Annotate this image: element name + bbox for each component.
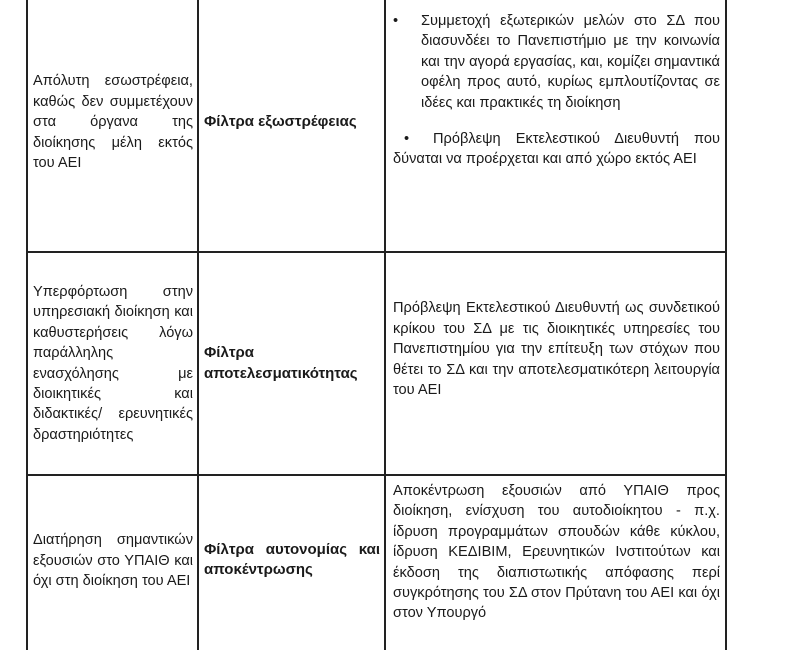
problem-text: Διατήρηση σημαντικών εξουσιών στο ΥΠΑΙΘ και όχι στη διοίκηση του ΑΕΙ <box>33 532 193 590</box>
measure-cell <box>385 0 726 252</box>
filter-cell <box>198 252 385 475</box>
measure-cell <box>385 252 726 475</box>
bullet-marker: • <box>404 131 410 148</box>
filter-cell <box>198 0 385 252</box>
measure-text: Πρόβλεψη Εκτελεστικού Διευθυντή ως συνδετικού κρίκου του ΣΔ με τις διοικητικές υπηρεσίες του Πανεπιστημίου για την επίτευξη των στόχων που θέτει το ΣΔ και την αποτελεσματικότερη λειτουργία του ΑΕΙ <box>393 300 720 399</box>
table-row <box>27 475 726 650</box>
bullet-text: Συμμετοχή εξωτερικών μελών στο ΣΔ που διασυνδέει το Πανεπιστήμιο με την κοινωνία και την αγορά εργασίας, και, κομίζει σημαντικά οφέλη προς αυτό, κυρίως εμπλουτίζοντας σε ιδέες και πρακτικές τη διοίκηση <box>421 13 720 111</box>
problem-text: Υπερφόρτωση στην υπηρεσιακή διοίκηση και καθυστερήσεις λόγω παράλληλης ενασχόλησης με διοικητικές και διδακτικές/ ερευνητικές δραστηριότητες <box>33 283 193 443</box>
filter-label: Φίλτρα αποτελεσματικότητας <box>204 344 358 382</box>
problem-cell <box>27 0 198 252</box>
problem-cell <box>27 475 198 650</box>
filter-label: Φίλτρα εξωστρέφειας <box>204 113 357 131</box>
list-item <box>393 129 720 170</box>
filter-label: Φίλτρα αυτονομίας και αποκέντρωσης <box>204 540 380 578</box>
problem-text: Απόλυτη εσωστρέφεια, καθώς δεν συμμετέχουν στα όργανα της διοίκησης μέλη εκτός του ΑΕΙ <box>33 73 193 172</box>
bullet-marker: • <box>393 13 399 29</box>
filter-cell <box>198 475 385 650</box>
bullet-text: Πρόβλεψη Εκτελεστικού Διευθυντή που δύναται να προέρχεται και από χώρο εκτός ΑΕΙ <box>393 131 720 168</box>
table-row <box>27 252 726 475</box>
table-row <box>27 0 726 252</box>
governance-filters-table <box>26 0 727 650</box>
measure-text: Αποκέντρωση εξουσιών από ΥΠΑΙΘ προς διοίκηση, ενίσχυση του αυτοδιοίκητου - π.χ. ίδρυση προγραμμάτων σπουδών κάθε κύκλου, ίδρυση ΚΕΔΙΒΙΜ, Ερευνητικών Ινστιτούτων και έκδοση της διαπιστωτικής απόφασης περί συγκρότησης του ΣΔ στον Πρύτανη του ΑΕΙ και όχι στον Υπουργό <box>393 483 720 622</box>
measure-cell <box>385 475 726 650</box>
problem-cell <box>27 252 198 475</box>
list-item <box>393 11 720 113</box>
